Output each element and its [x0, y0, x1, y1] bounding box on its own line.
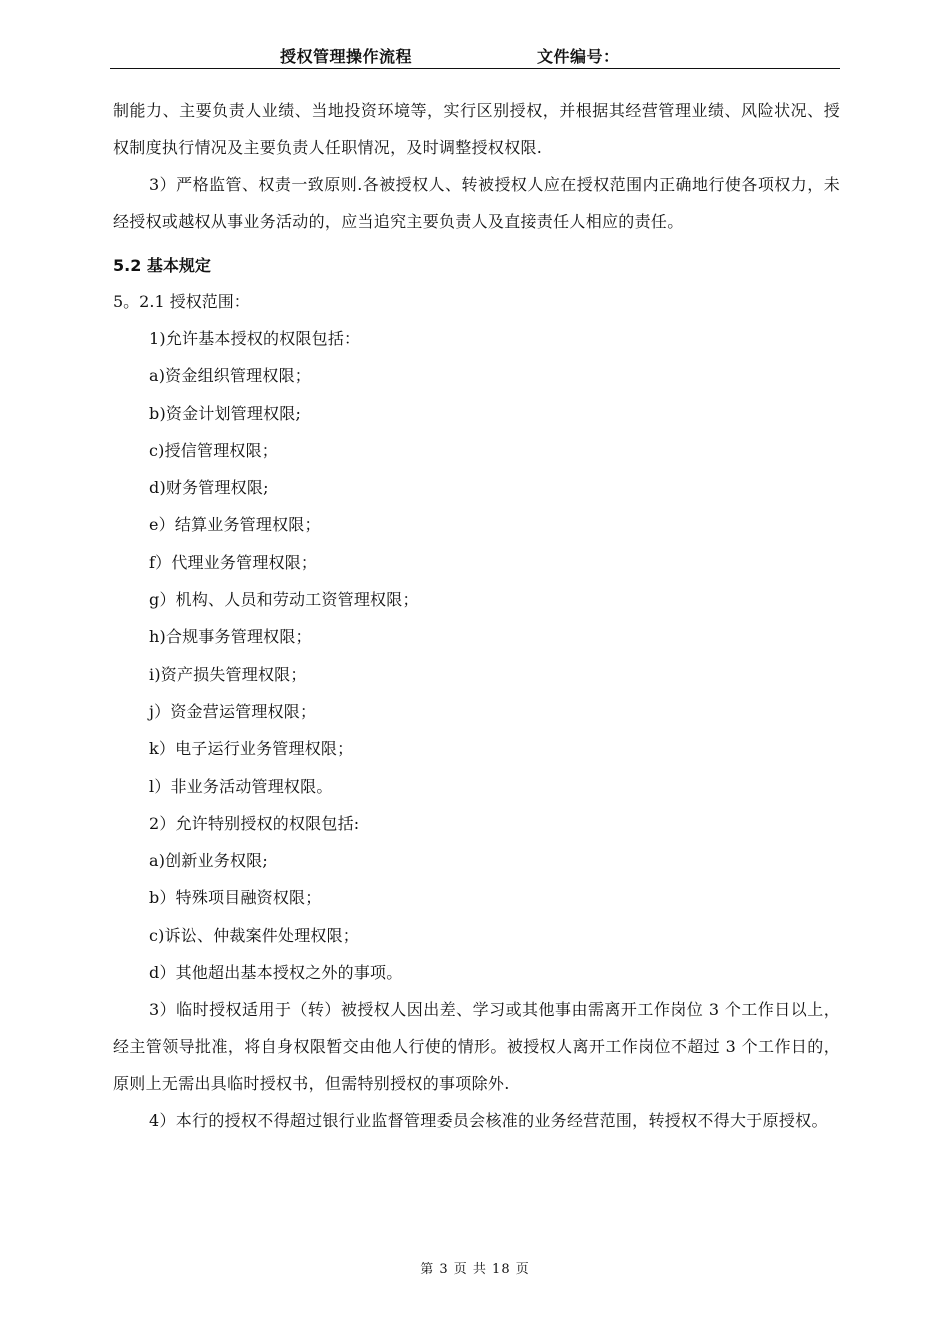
paragraph-continuation: 制能力、主要负责人业绩、当地投资环境等，实行区别授权，并根据其经营管理业绩、风险状况、授权制度执行情况及主要负责人任职情况，及时调整授权权限.: [113, 101, 840, 157]
document-body: [113, 92, 840, 1139]
document-number-label: 文件编号：: [537, 47, 620, 66]
paragraph-temporary-authorization: 3）临时授权适用于（转）被授权人因出差、学习或其他事由需离开工作岗位 3 个工作日以上，经主管领导批准，将自身权限暂交由他人行使的情形。被授权人离开工作岗位不超过 3 个工作日的，原则上无需出具临时授权书，但需特别授权的事项除外.: [113, 1000, 840, 1094]
paragraph-authorization-limit: 4）本行的授权不得超过银行业监督管理委员会核准的业务经营范围，转授权不得大于原授权。: [149, 1111, 828, 1131]
section-heading-5-2: 5.2 基本规定: [113, 256, 211, 275]
page-header: [0, 44, 950, 68]
page-number: 第 3 页 共 18 页: [420, 1262, 530, 1277]
list-item: b)资金计划管理权限;: [149, 403, 302, 423]
list-item: e）结算业务管理权限；: [149, 515, 321, 535]
subsection-heading-5-2-1: 5。2.1 授权范围：: [113, 292, 250, 311]
list-item: l）非业务活动管理权限。: [149, 776, 333, 796]
list-item: c)诉讼、仲裁案件处理权限；: [149, 925, 360, 945]
list-item: c)授信管理权限；: [149, 440, 279, 460]
document-title: 授权管理操作流程: [280, 47, 413, 66]
list-item: a)资金组织管理权限；: [149, 366, 311, 386]
list-item: h)合规事务管理权限；: [149, 627, 312, 647]
paragraph-principle-3: 3）严格监管、权责一致原则.各被授权人、转被授权人应在授权范围内正确地行使各项权力，未经授权或越权从事业务活动的，应当追究主要负责人及直接责任人相应的责任。: [113, 175, 840, 231]
basic-authorization-intro: 1)允许基本授权的权限包括：: [149, 329, 361, 348]
list-item: d)财务管理权限;: [149, 478, 269, 498]
list-item: i)资产损失管理权限；: [149, 664, 307, 684]
header-divider: [110, 68, 840, 69]
list-item: a)创新业务权限;: [149, 851, 268, 871]
special-authorization-intro: 2）允许特别授权的权限包括:: [149, 813, 360, 833]
list-item: k）电子运行业务管理权限；: [149, 739, 354, 759]
list-item: g）机构、人员和劳动工资管理权限；: [149, 590, 419, 610]
list-item: b）特殊项目融资权限；: [149, 888, 322, 908]
list-item: f）代理业务管理权限；: [149, 552, 318, 572]
list-item: d）其他超出基本授权之外的事项。: [149, 963, 403, 983]
list-item: j）资金营运管理权限；: [149, 701, 317, 721]
